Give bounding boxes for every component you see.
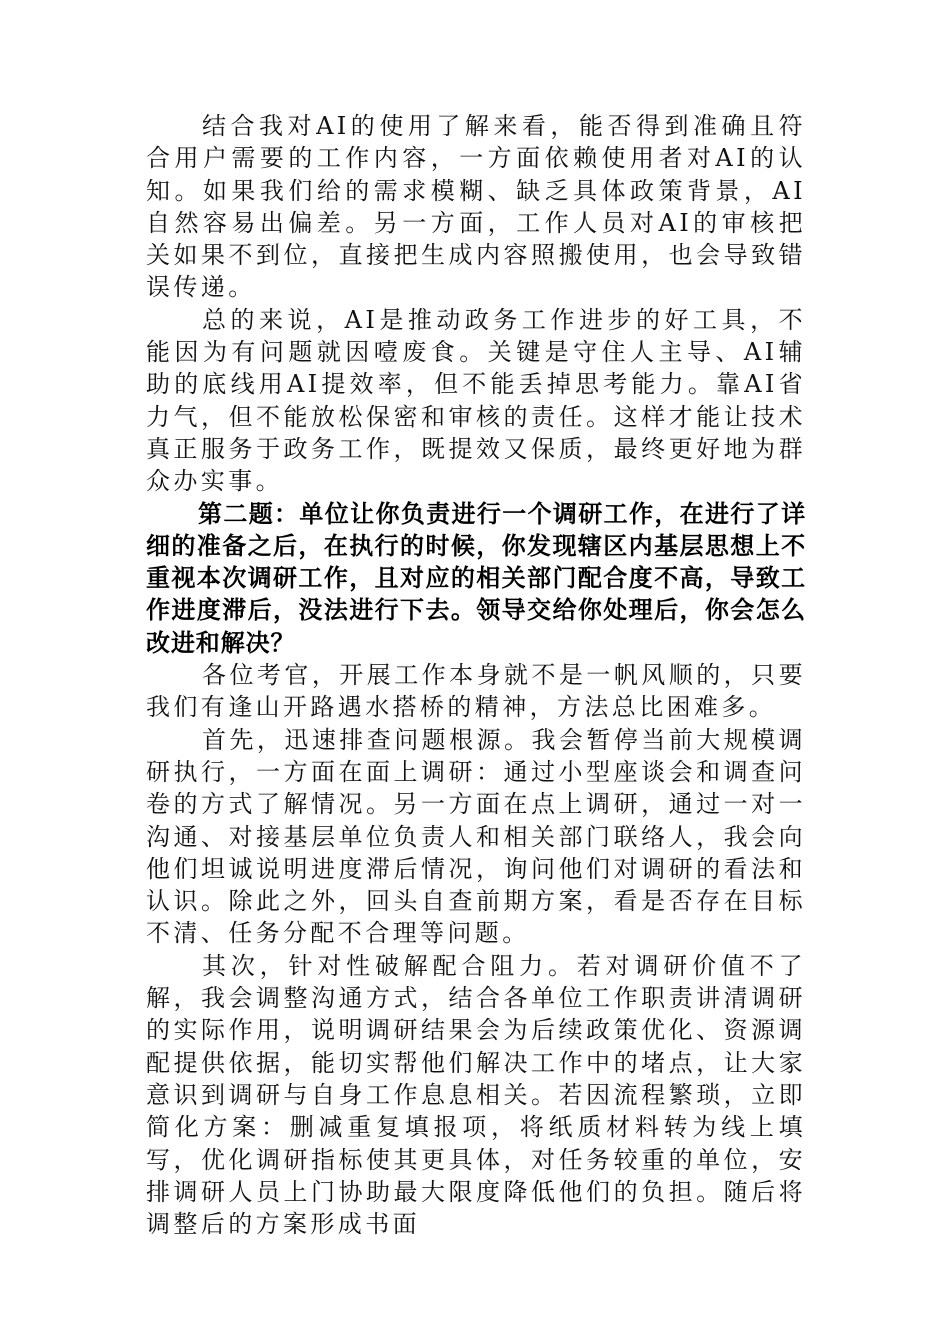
question-heading: 第二题：单位让你负责进行一个调研工作，在进行了详细的准备之后，在执行的时候，你发现辖区内基层思想上不重视本次调研工作，且对应的相关部门配合度不高，导致工作进度滞后，没法进行下去。领导交给你处理后，你会怎么改进和解决？ — [146, 499, 806, 657]
paragraph: 其次，针对性破解配合阻力。若对调研价值不了解，我会调整沟通方式，结合各单位工作职责讲清调研的实际作用，说明调研结果会为后续政策优化、资源调配提供依据，能切实帮他们解决工作中的堵点，让大家意识到调研与自身工作息息相关。若因流程繁琐，立即简化方案：删减重复填报项，将纸质材料转为线上填写，优化调研指标使其更具体，对任务较重的单位，安排调研人员上门协助最大限度降低他们的负担。随后将调整后的方案形成书面 — [146, 951, 806, 1239]
document-page — [146, 110, 806, 1240]
paragraph: 总的来说，AI是推动政务工作进步的好工具，不能因为有问题就因噎废食。关键是守住人主导、AI辅助的底线用AI提效率，但不能丢掉思考能力。靠AI省力气，但不能放松保密和审核的责任。这样才能让技术真正服务于政务工作，既提效又保质，最终更好地为群众办实事。 — [146, 305, 806, 496]
paragraph: 各位考官，开展工作本身就不是一帆风顺的，只要我们有逢山开路遇水搭桥的精神，方法总比困难多。 — [146, 661, 806, 722]
paragraph: 首先，迅速排查问题根源。我会暂停当前大规模调研执行，一方面在面上调研：通过小型座谈会和调查问卷的方式了解情况。另一方面在点上调研，通过一对一沟通、对接基层单位负责人和相关部门联络人，我会向他们坦诚说明进度滞后情况，询问他们对调研的看法和认识。除此之外，回头自查前期方案，看是否存在目标不清、任务分配不合理等问题。 — [146, 725, 806, 948]
paragraph: 结合我对AI的使用了解来看，能否得到准确且符合用户需要的工作内容，一方面依赖使用者对AI的认知。如果我们给的需求模糊、缺乏具体政策背景，AI自然容易出偏差。另一方面，工作人员对AI的审核把关如果不到位，直接把生成内容照搬使用，也会导致错误传递。 — [146, 112, 806, 302]
